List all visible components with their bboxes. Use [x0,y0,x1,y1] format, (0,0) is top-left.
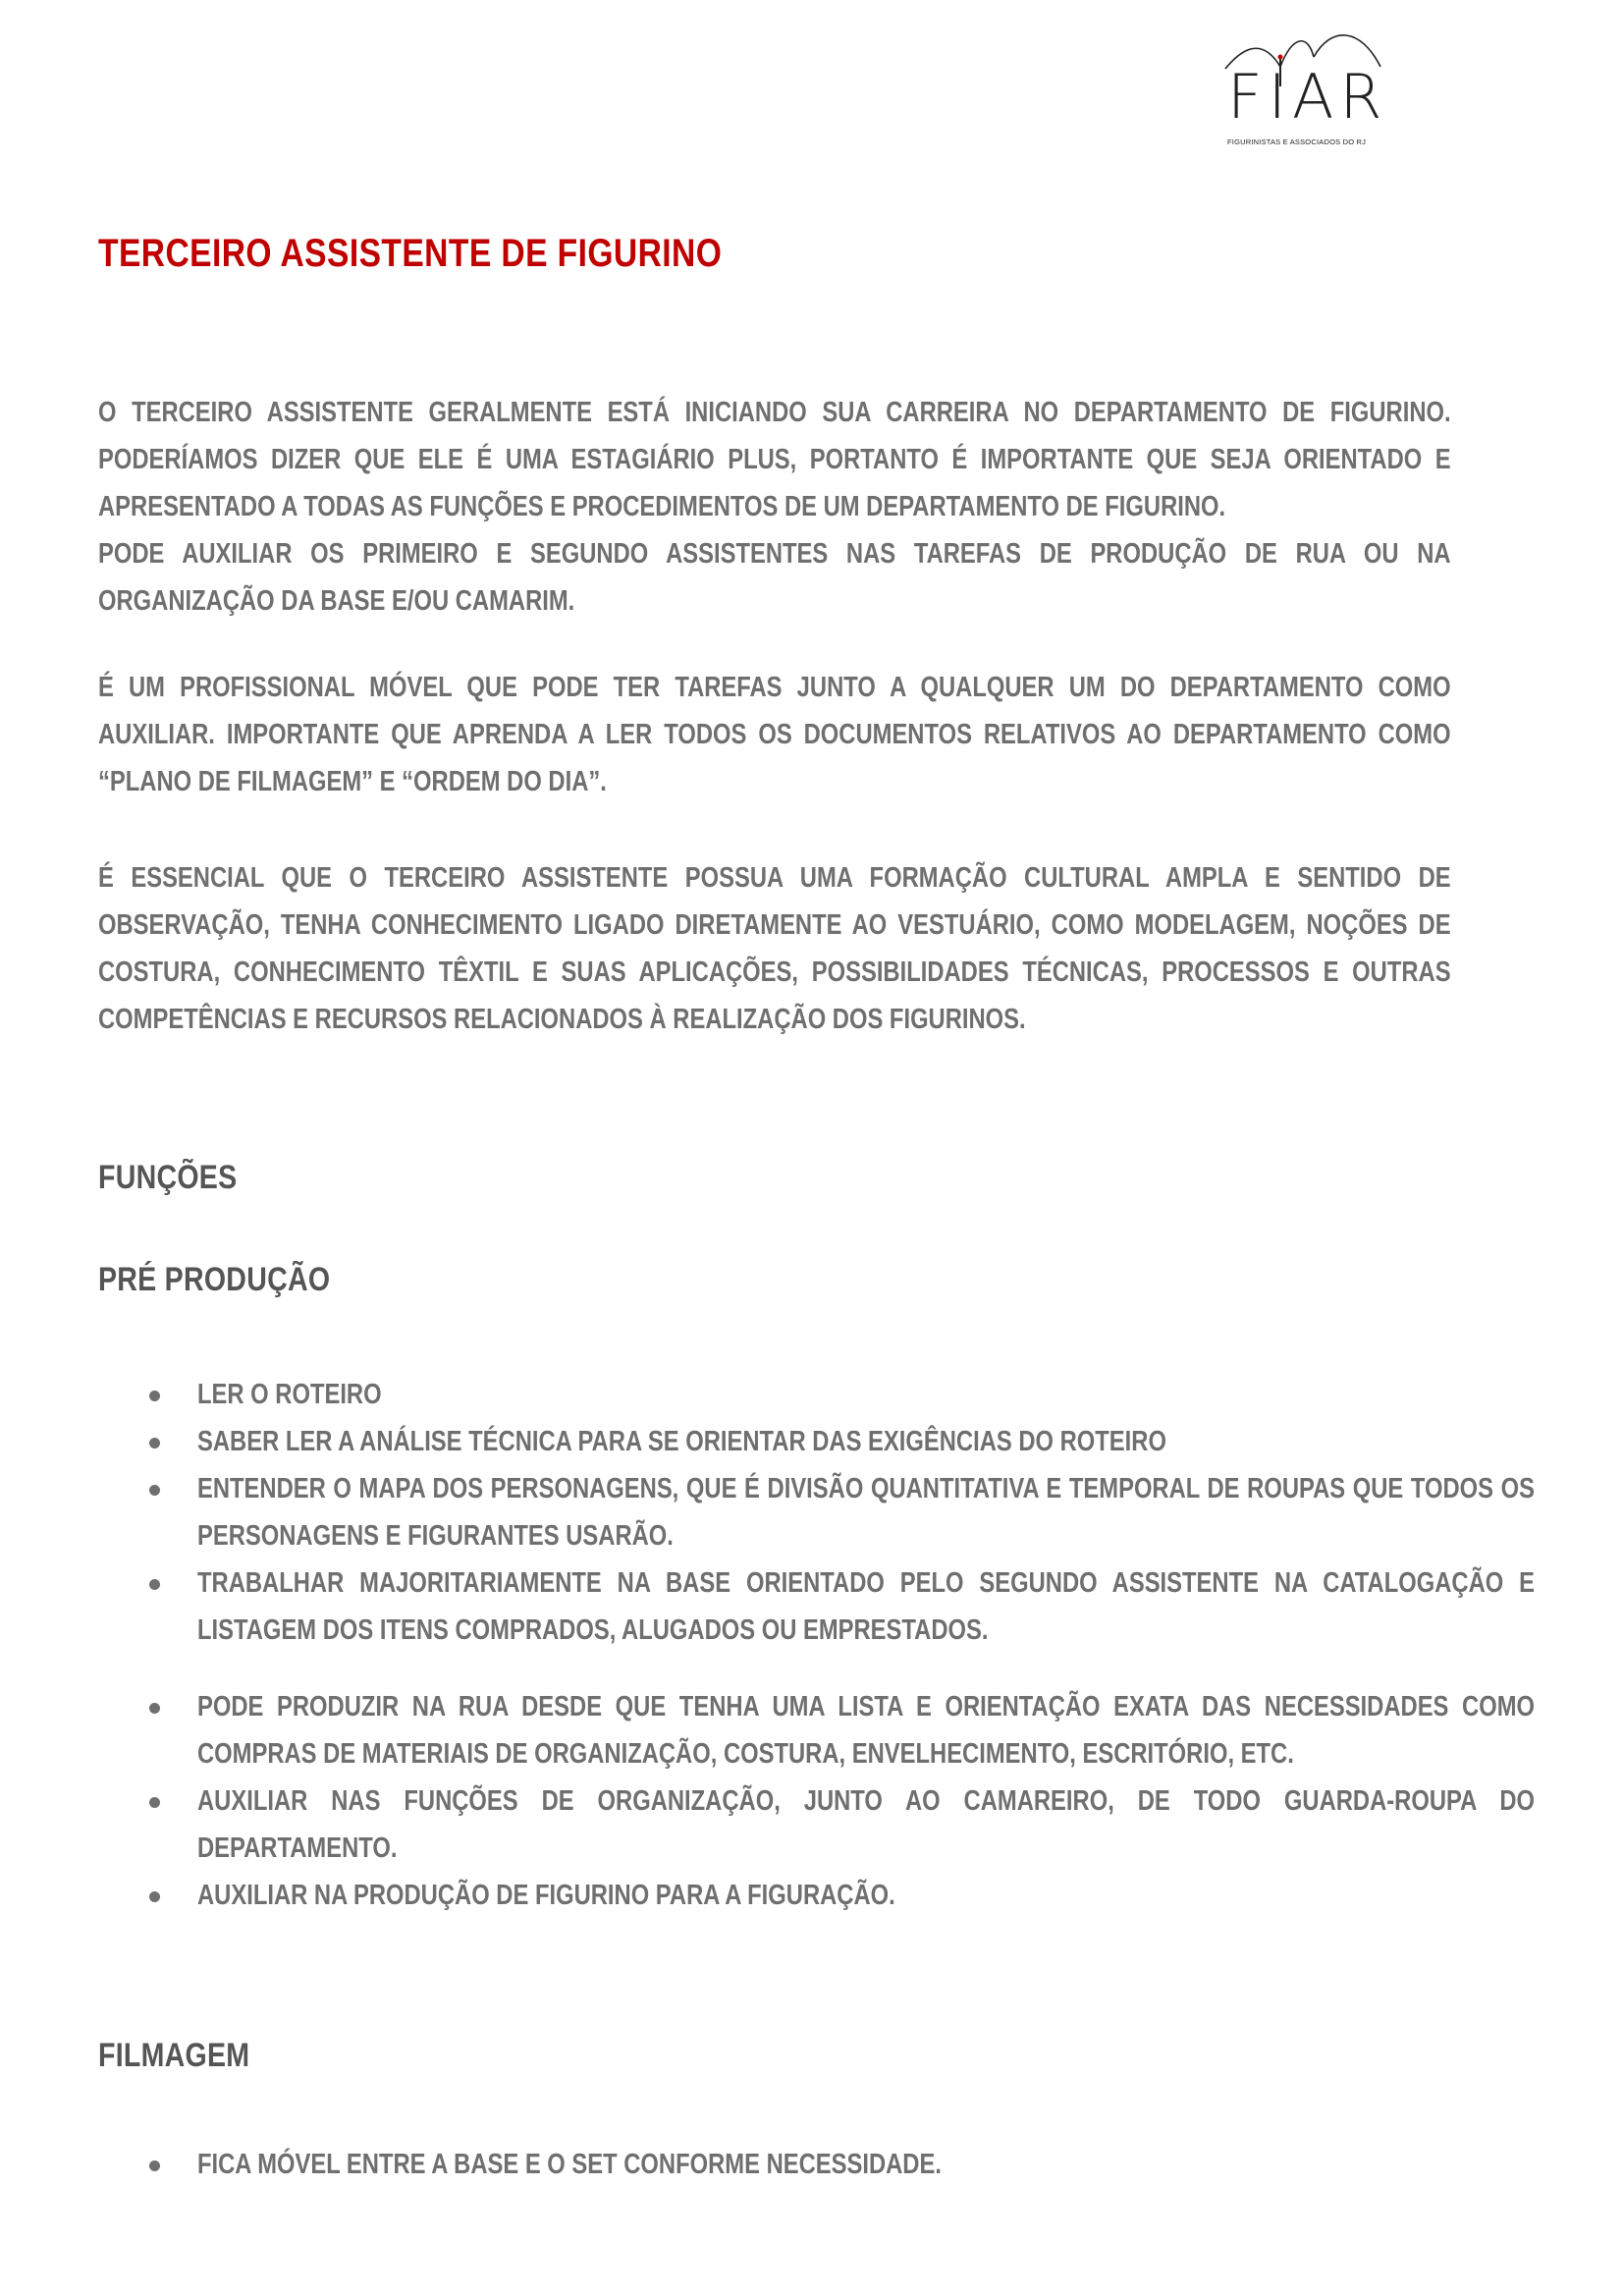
bullet-icon [149,1485,160,1496]
logo-wordmark: FIAR [1227,61,1388,133]
bullet-icon [149,1891,160,1902]
list-item-text: ENTENDER O MAPA DOS PERSONAGENS, QUE É DIVISÃO QUANTITATIVA E TEMPORAL DE ROUPAS QUE TODOS OS PERSONAGENS E FIGURANTES USARÃO. [197,1473,1536,1552]
intro-block-1 [98,389,1451,625]
intro-block-2 [98,664,1451,805]
section-heading-pre-producao: PRÉ PRODUÇÃO [98,1261,331,1298]
section-heading-filmagem: FILMAGEM [98,2037,250,2074]
list-item-text: TRABALHAR MAJORITARIAMENTE NA BASE ORIENTADO PELO SEGUNDO ASSISTENTE NA CATALOGAÇÃO E LISTAGEM DOS ITENS COMPRADOS, ALUGADOS OU EMPRESTADOS. [197,1567,1536,1646]
list-item [98,1683,1536,1777]
logo-tagline: FIGURINISTAS E ASSOCIADOS DO RJ [1227,137,1367,146]
list-item [98,1872,1532,1919]
list-item [98,1465,1536,1559]
intro-paragraph: PODE AUXILIAR OS PRIMEIRO E SEGUNDO ASSISTENTES NAS TAREFAS DE PRODUÇÃO DE RUA OU NA ORGANIZAÇÃO DA BASE E/OU CAMARIM. [98,538,1451,617]
section-heading-funcoes: FUNÇÕES [98,1159,238,1196]
bullet-icon [149,1579,160,1590]
list-item-text: SABER LER A ANÁLISE TÉCNICA PARA SE ORIENTAR DAS EXIGÊNCIAS DO ROTEIRO [197,1426,1166,1457]
bullet-icon [149,1391,160,1401]
pre-producao-list [98,1371,1536,1919]
list-item [98,1371,1532,1418]
bullet-icon [149,1438,160,1449]
fiar-logo [1223,27,1390,153]
bullet-icon [149,2160,160,2171]
bullet-icon [149,1703,160,1714]
list-item-text: FICA MÓVEL ENTRE A BASE E O SET CONFORME NECESSIDADE. [197,2149,942,2180]
intro-paragraph: É UM PROFISSIONAL MÓVEL QUE PODE TER TAREFAS JUNTO A QUALQUER UM DO DEPARTAMENTO COMO AUXILIAR. IMPORTANTE QUE APRENDA A LER TODOS OS DOCUMENTOS RELATIVOS AO DEPARTAMENTO COMO “PLANO DE FILMAGEM” E “ORDEM DO DIA”. [98,672,1451,797]
list-item-text: AUXILIAR NAS FUNÇÕES DE ORGANIZAÇÃO, JUNTO AO CAMAREIRO, DE TODO GUARDA-ROUPA DO DEPARTAMENTO. [197,1785,1536,1864]
list-item [98,1559,1536,1654]
list-item-text: LER O ROTEIRO [197,1379,382,1410]
intro-block-3 [98,854,1451,1043]
filmagem-list [98,2141,1532,2188]
intro-paragraph: É ESSENCIAL QUE O TERCEIRO ASSISTENTE POSSUA UMA FORMAÇÃO CULTURAL AMPLA E SENTIDO DE OBSERVAÇÃO, TENHA CONHECIMENTO LIGADO DIRETAMENTE AO VESTUÁRIO, COMO MODELAGEM, NOÇÕES DE COSTURA, CONHECIMENTO TÊXTIL E SUAS APLICAÇÕES, POSSIBILIDADES TÉCNICAS, PROCESSOS E OUTRAS COMPETÊNCIAS E RECURSOS RELACIONADOS À REALIZAÇÃO DOS FIGURINOS. [98,862,1451,1035]
list-item-text: AUXILIAR NA PRODUÇÃO DE FIGURINO PARA A FIGURAÇÃO. [197,1880,895,1911]
bullet-icon [149,1797,160,1808]
list-item [98,1777,1536,1872]
list-item-text: PODE PRODUZIR NA RUA DESDE QUE TENHA UMA LISTA E ORIENTAÇÃO EXATA DAS NECESSIDADES COMO COMPRAS DE MATERIAIS DE ORGANIZAÇÃO, COSTURA, ENVELHECIMENTO, ESCRITÓRIO, ETC. [197,1691,1536,1770]
list-item [98,1418,1532,1465]
page-title: TERCEIRO ASSISTENTE DE FIGURINO [98,232,723,275]
intro-paragraph: O TERCEIRO ASSISTENTE GERALMENTE ESTÁ INICIANDO SUA CARREIRA NO DEPARTAMENTO DE FIGURINO. PODERÍAMOS DIZER QUE ELE É UMA ESTAGIÁRIO PLUS, PORTANTO É IMPORTANTE QUE SEJA ORIENTADO E APRESENTADO A TODAS AS FUNÇÕES E PROCEDIMENTOS DE UM DEPARTAMENTO DE FIGURINO. [98,397,1451,522]
list-item [98,2141,1532,2188]
